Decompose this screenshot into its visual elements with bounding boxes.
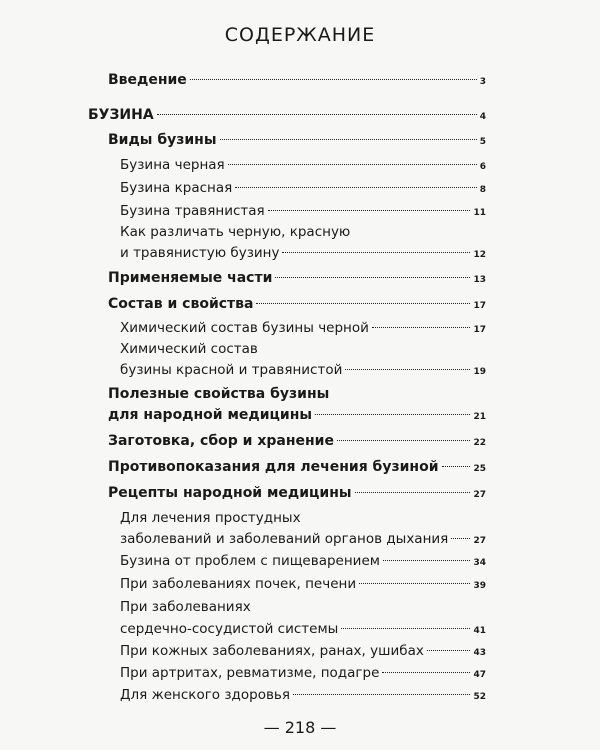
toc-entry-label: Бузина красная bbox=[120, 180, 233, 196]
toc-entry-travyanistaya bbox=[120, 203, 486, 219]
toc-entry-zhenskogo bbox=[120, 687, 486, 703]
toc-entry-label: заболеваний и заболеваний органов дыхания bbox=[120, 531, 449, 547]
toc-entry-label: Рецепты народной медицины bbox=[108, 485, 352, 501]
toc-entry-artritah bbox=[120, 665, 486, 681]
toc-entry-label: Для женского здоровья bbox=[120, 687, 290, 703]
toc-page-number: 12 bbox=[473, 250, 486, 260]
page-number-footer: — 218 — bbox=[263, 718, 337, 737]
toc-page-number: 11 bbox=[473, 208, 486, 218]
leader-dots bbox=[442, 466, 471, 467]
leader-dots bbox=[293, 694, 470, 695]
toc-entry-serdce-line1: При заболеваниях bbox=[120, 599, 251, 615]
toc-entry-label: Бузина травянистая bbox=[120, 203, 265, 219]
toc-entry-label: Бузина от проблем с пищеварением bbox=[120, 553, 380, 569]
toc-page-number: 4 bbox=[479, 112, 486, 122]
toc-page-number: 41 bbox=[473, 626, 486, 636]
toc-entry-label: Применяемые части bbox=[108, 270, 273, 286]
toc-page-number: 3 bbox=[479, 77, 486, 87]
toc-page-number: 27 bbox=[473, 536, 486, 546]
leader-dots bbox=[451, 538, 470, 539]
toc-entry-prostudnyh bbox=[120, 531, 486, 547]
toc-entry-label: Введение bbox=[108, 72, 187, 88]
toc-entry-label: Противопоказания для лечения бузиной bbox=[108, 459, 439, 475]
leader-dots bbox=[359, 583, 470, 584]
leader-dots bbox=[190, 79, 477, 80]
toc-entry-chernaya bbox=[120, 157, 486, 173]
leader-dots bbox=[372, 327, 471, 328]
leader-dots bbox=[383, 560, 471, 561]
leader-dots bbox=[345, 369, 470, 370]
toc-entry-him-krasnoy-line1: Химический состав bbox=[120, 341, 258, 357]
toc-entry-poleznye-line1: Полезные свойства бузины bbox=[108, 386, 330, 402]
toc-entry-label: Бузина черная bbox=[120, 157, 225, 173]
toc-page-number: 17 bbox=[473, 325, 486, 335]
toc-page-number: 34 bbox=[473, 558, 486, 568]
toc-entry-prostudnyh-line1: Для лечения простудных bbox=[120, 510, 301, 526]
toc-page-number: 22 bbox=[473, 438, 486, 448]
toc-entry-krasnaya bbox=[120, 180, 486, 196]
toc-entry-razlichat bbox=[120, 245, 486, 261]
toc-entry-label: сердечно-сосудистой системы bbox=[120, 621, 339, 637]
toc-page-number: 8 bbox=[479, 185, 486, 195]
toc-entry-pishevarenie bbox=[120, 553, 486, 569]
toc-entry-label: При кожных заболеваниях, ранах, ушибах bbox=[120, 643, 424, 659]
toc-page-number: 5 bbox=[479, 137, 486, 147]
toc-entry-label: бузины красной и травянистой bbox=[120, 362, 343, 378]
toc-entry-razlichat-line1: Как различать черную, красную bbox=[120, 224, 351, 240]
toc-entry-poleznye bbox=[108, 407, 486, 423]
toc-entry-label: БУЗИНА bbox=[88, 107, 154, 123]
leader-dots bbox=[256, 303, 470, 304]
leader-dots bbox=[268, 210, 471, 211]
leader-dots bbox=[427, 650, 471, 651]
leader-dots bbox=[341, 628, 470, 629]
toc-entry-recepty bbox=[108, 485, 486, 501]
toc-entry-label: При заболеваниях почек, печени bbox=[120, 576, 357, 592]
toc-entry-label: Состав и свойства bbox=[108, 296, 254, 312]
toc-page-number: 25 bbox=[473, 464, 486, 474]
leader-dots bbox=[282, 252, 470, 253]
toc-entry-vidy bbox=[108, 132, 486, 148]
toc-page-number: 47 bbox=[473, 670, 486, 680]
toc-page-number: 13 bbox=[473, 275, 486, 285]
leader-dots bbox=[220, 139, 477, 140]
leader-dots bbox=[157, 114, 477, 115]
toc-page-number: 19 bbox=[473, 367, 486, 377]
leader-dots bbox=[235, 187, 477, 188]
leader-dots bbox=[382, 672, 470, 673]
toc-entry-him-chernoy bbox=[120, 320, 486, 336]
toc-entry-label: При артритах, ревматизме, подагре bbox=[120, 665, 380, 681]
toc-entry-label: для народной медицины bbox=[108, 407, 313, 423]
toc-entry-label: Заготовка, сбор и хранение bbox=[108, 433, 334, 449]
toc-entry-label: и травянистую бузину bbox=[120, 245, 280, 261]
toc-page-number: 39 bbox=[473, 581, 486, 591]
toc-entry-sostav bbox=[108, 296, 486, 312]
toc-page-number: 52 bbox=[473, 692, 486, 702]
toc-entry-kozhnyh bbox=[120, 643, 486, 659]
toc-entry-serdce bbox=[120, 621, 486, 637]
toc-entry-him-krasnoy bbox=[120, 362, 486, 378]
leader-dots bbox=[275, 277, 470, 278]
leader-dots bbox=[228, 164, 477, 165]
toc-page-number: 6 bbox=[479, 162, 486, 172]
toc-page-number: 21 bbox=[473, 412, 486, 422]
leader-dots bbox=[355, 492, 471, 493]
toc-entry-chasti bbox=[108, 270, 486, 286]
toc-entry-buzina bbox=[88, 107, 486, 123]
toc-entry-zagotovka bbox=[108, 433, 486, 449]
page-title: СОДЕРЖАНИЕ bbox=[224, 24, 376, 46]
leader-dots bbox=[315, 414, 470, 415]
toc-entry-label: Виды бузины bbox=[108, 132, 217, 148]
toc-page-number: 43 bbox=[473, 648, 486, 658]
toc-entry-label: Химический состав бузины черной bbox=[120, 320, 369, 336]
toc-entry-protivopokazaniya bbox=[108, 459, 486, 475]
leader-dots bbox=[337, 440, 470, 441]
toc-page-number: 17 bbox=[473, 301, 486, 311]
toc-page-number: 27 bbox=[473, 490, 486, 500]
toc-entry-pochek bbox=[120, 576, 486, 592]
toc-entry-introduction bbox=[108, 72, 486, 88]
